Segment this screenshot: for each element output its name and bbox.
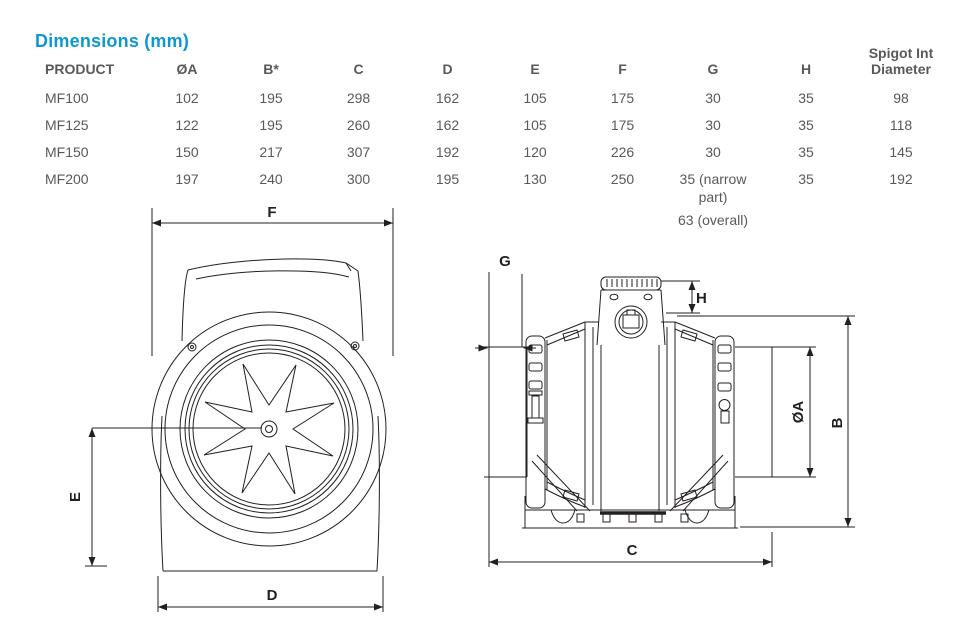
- cell-value: 122: [175, 117, 199, 133]
- cell-value: 192: [889, 171, 913, 187]
- fan-housing-circles: [152, 312, 386, 546]
- junction-box: [597, 277, 665, 345]
- cell-value: 30: [705, 144, 721, 160]
- cell-value: 150: [175, 144, 199, 160]
- column-header-c: C: [353, 61, 364, 77]
- cell-value: 35: [798, 171, 814, 187]
- cell-value: 250: [610, 171, 635, 187]
- cell-product: MF200: [45, 171, 89, 187]
- column-header-d: D: [442, 61, 453, 77]
- cell-value: 192: [435, 144, 460, 160]
- cell-product: MF100: [45, 90, 89, 106]
- cell-value: 162: [435, 117, 460, 133]
- cell-value: 195: [259, 90, 283, 106]
- dimension-c: [489, 532, 772, 567]
- cell-value: 105: [523, 90, 547, 106]
- fan-impeller: [92, 364, 334, 494]
- cell-value: 260: [346, 117, 371, 133]
- dimension-d: [158, 576, 383, 612]
- front-view-diagram: [67, 204, 393, 612]
- cell-value: 118: [889, 117, 913, 133]
- cell-value: 102: [175, 90, 199, 106]
- cell-value: 298: [346, 90, 371, 106]
- cell-value: 240: [259, 171, 283, 187]
- column-header-product: PRODUCT: [45, 61, 115, 77]
- cell-value: 105: [523, 117, 547, 133]
- dimension-e: [67, 428, 107, 566]
- fan-body-side: [545, 322, 715, 511]
- column-header-g: G: [707, 61, 719, 77]
- dimension-label-f: F: [267, 204, 277, 221]
- cell-value: 197: [175, 171, 199, 187]
- cell-value: 195: [259, 117, 283, 133]
- dimension-dia-a: [790, 347, 810, 477]
- dimension-h: [661, 281, 707, 313]
- cell-value: 162: [435, 90, 460, 106]
- dimension-label-h: H: [696, 290, 707, 307]
- cell-value: 30: [705, 90, 721, 106]
- cell-value: 217: [259, 144, 283, 160]
- left-duct-stub: [484, 347, 527, 477]
- column-header-f: F: [618, 61, 627, 77]
- g-overall-note: 63 (overall): [677, 212, 749, 228]
- cell-value: 145: [889, 144, 913, 160]
- side-view-diagram: [475, 253, 855, 567]
- cell-value: 35: [798, 117, 814, 133]
- cell-value: 120: [523, 144, 547, 160]
- cell-product: MF125: [45, 117, 89, 133]
- cell-value: 307: [346, 144, 371, 160]
- cell-value: 175: [610, 90, 635, 106]
- cell-value: 226: [610, 144, 635, 160]
- page-title: Dimensions (mm): [35, 31, 190, 51]
- cell-value: 175: [610, 117, 635, 133]
- mounting-foot-bracket: [522, 455, 738, 528]
- dimension-b: [677, 316, 855, 527]
- cell-value: 130: [523, 171, 547, 187]
- cell-product: MF150: [45, 144, 89, 160]
- dimension-label-e: E: [67, 491, 84, 503]
- cable-gland: [615, 306, 647, 338]
- cell-value: 35: [798, 144, 814, 160]
- cell-value: 195: [435, 171, 460, 187]
- dimension-label-g: G: [499, 253, 511, 270]
- column-header-dia-a: ØA: [176, 61, 198, 77]
- cell-value: 98: [893, 90, 909, 106]
- dimension-label-d: D: [266, 587, 278, 604]
- column-header-b: B*: [263, 61, 279, 77]
- cell-value: 35 (narrow part): [679, 171, 747, 205]
- dimension-label-dia-a: ØA: [790, 400, 807, 424]
- dimension-f: [152, 204, 393, 356]
- left-clamp-band: [526, 336, 545, 508]
- cell-value: 30: [705, 117, 721, 133]
- column-header-h: H: [800, 61, 812, 77]
- column-header-e: E: [530, 61, 540, 77]
- cell-value: 35: [798, 90, 814, 106]
- right-clamp-band: [715, 336, 734, 508]
- column-header-spigot: Spigot Int Diameter: [868, 45, 934, 77]
- cell-value: 300: [346, 171, 371, 187]
- dimension-label-b: B: [829, 417, 846, 429]
- dimension-label-c: C: [626, 542, 638, 559]
